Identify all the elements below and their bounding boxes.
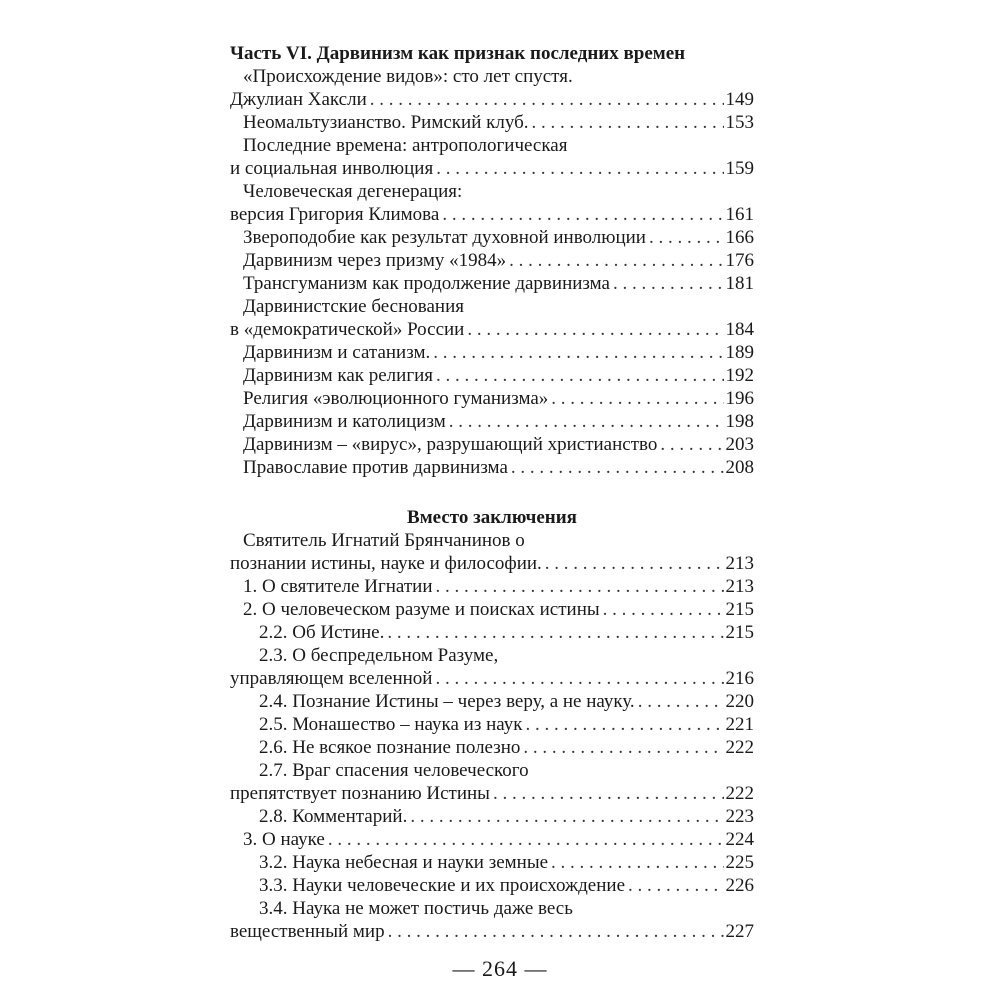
entry-page: 227 <box>725 921 754 942</box>
toc-entry <box>230 667 754 690</box>
dot-leader <box>649 226 724 249</box>
dot-leader <box>410 805 723 828</box>
entry-title: 2.4. Познание Истины – через веру, а не науку. <box>259 691 635 712</box>
dot-leader <box>493 782 724 805</box>
entry-title: 1. О святителе Игнатии <box>243 576 433 597</box>
entry-page: 189 <box>725 342 754 363</box>
dot-leader <box>525 713 723 736</box>
entry-title: Джулиан Хаксли <box>230 89 367 110</box>
toc-entry <box>230 874 754 897</box>
toc-line <box>230 134 754 157</box>
toc-entry <box>230 805 754 828</box>
entry-title: Религия «эволюционного гуманизма» <box>243 388 549 409</box>
dot-leader <box>532 111 724 134</box>
entry-title: Дарвинизм и католицизм <box>243 411 446 432</box>
entry-title: 2.3. О беспредельном Разуме, <box>259 645 499 666</box>
entry-page: 176 <box>725 250 754 271</box>
entry-title: 3.2. Наука небесная и науки земные <box>259 852 549 873</box>
table-of-contents <box>230 42 754 943</box>
entry-page: 203 <box>725 434 754 455</box>
entry-page: 222 <box>725 737 754 758</box>
dot-leader <box>523 736 723 759</box>
dot-leader <box>328 828 724 851</box>
entry-page: 161 <box>725 204 754 225</box>
dot-leader <box>449 410 724 433</box>
toc-line <box>230 644 754 667</box>
entry-title: Звероподобие как результат духовной инволюции <box>243 227 646 248</box>
entry-page: 192 <box>725 365 754 386</box>
toc-entry <box>230 226 754 249</box>
entry-page: 223 <box>725 806 754 827</box>
entry-page: 225 <box>725 852 754 873</box>
toc-entry <box>230 157 754 180</box>
entry-page: 220 <box>725 691 754 712</box>
dot-leader <box>603 598 724 621</box>
entry-page: 224 <box>725 829 754 850</box>
dot-leader <box>660 433 723 456</box>
entry-page: 208 <box>725 457 754 478</box>
entry-title: управляющем вселенной <box>230 668 433 689</box>
dot-leader <box>442 203 723 226</box>
entry-title: 2.8. Комментарий. <box>259 806 408 827</box>
toc-entry <box>230 621 754 644</box>
dot-leader <box>613 272 724 295</box>
toc-entry <box>230 920 754 943</box>
dot-leader <box>511 456 724 479</box>
entry-title: Дарвинизм – «вирус», разрушающий христианство <box>243 434 658 455</box>
toc-line <box>230 295 754 318</box>
entry-page: 216 <box>725 668 754 689</box>
dot-leader <box>435 667 723 690</box>
entry-page: 159 <box>725 158 754 179</box>
dot-leader <box>433 341 723 364</box>
conclusion-heading: Вместо заключения <box>407 507 577 528</box>
entry-page: 198 <box>725 411 754 432</box>
entry-title: Дарвинизм как религия <box>243 365 434 386</box>
dot-leader <box>638 690 724 713</box>
toc-entry <box>230 249 754 272</box>
entry-title: Человеческая дегенерация: <box>243 181 463 202</box>
entry-title: Святитель Игнатий Брянчанинов о <box>243 530 525 551</box>
dot-leader <box>467 318 723 341</box>
entry-page: 181 <box>725 273 754 294</box>
entry-page: 215 <box>725 599 754 620</box>
toc-entry <box>230 433 754 456</box>
entry-page: 221 <box>725 714 754 735</box>
toc-entry <box>230 575 754 598</box>
entry-title: Трансгуманизм как продолжение дарвинизма <box>243 273 610 294</box>
entry-page: 215 <box>725 622 754 643</box>
toc-entry <box>230 387 754 410</box>
entry-title: версия Григория Климова <box>230 204 440 225</box>
dot-leader <box>509 249 723 272</box>
toc-entry <box>230 713 754 736</box>
toc-entry <box>230 341 754 364</box>
entry-title: Дарвинистские беснования <box>243 296 465 317</box>
toc-entry <box>230 272 754 295</box>
entry-title: Дарвинизм через призму «1984» <box>243 250 507 271</box>
toc-line <box>230 180 754 203</box>
toc-entry <box>230 111 754 134</box>
toc-entry <box>230 552 754 575</box>
dot-leader <box>551 387 723 410</box>
dot-leader <box>551 851 723 874</box>
entry-title: вещественный мир <box>230 921 385 942</box>
entry-page: 149 <box>725 89 754 110</box>
toc-entry <box>230 456 754 479</box>
toc-line <box>230 529 754 552</box>
toc-entry <box>230 203 754 226</box>
part-six-heading: Часть VI. Дарвинизм как признак последних времен <box>230 43 686 64</box>
entry-title: препятствует познанию Истины <box>230 783 490 804</box>
entry-title: 2.6. Не всякое познание полезно <box>259 737 521 758</box>
entry-page: 222 <box>725 783 754 804</box>
entry-title: Неомальтузианство. Римский клуб. <box>243 112 529 133</box>
dot-leader <box>387 621 723 644</box>
page-number: — 264 — <box>452 956 548 981</box>
entry-title: 2. О человеческом разуме и поисках истины <box>243 599 600 620</box>
entry-title: познании истины, науке и философии. <box>230 553 542 574</box>
entry-title: «Происхождение видов»: сто лет спустя. <box>243 66 573 87</box>
entry-title: 3.3. Науки человеческие и их происхождение <box>259 875 626 896</box>
entry-page: 213 <box>725 576 754 597</box>
dot-leader <box>545 552 724 575</box>
toc-entry <box>230 410 754 433</box>
toc-entry <box>230 828 754 851</box>
dot-leader <box>436 157 723 180</box>
entry-title: 2.7. Враг спасения человеческого <box>259 760 529 781</box>
toc-line <box>230 759 754 782</box>
dot-leader <box>436 364 723 387</box>
entry-title: и социальная инволюция <box>230 158 434 179</box>
toc-line <box>230 897 754 920</box>
entry-title: 3. О науке <box>243 829 325 850</box>
toc-entry <box>230 88 754 111</box>
entry-title: Последние времена: антропологическая <box>243 135 568 156</box>
entry-title: в «демократической» России <box>230 319 465 340</box>
entry-page: 153 <box>725 112 754 133</box>
dot-leader <box>388 920 724 943</box>
toc-entry <box>230 736 754 759</box>
toc-entry <box>230 318 754 341</box>
entry-page: 226 <box>725 875 754 896</box>
toc-entry <box>230 782 754 805</box>
toc-entry <box>230 690 754 713</box>
entry-page: 196 <box>725 388 754 409</box>
entry-title: Дарвинизм и сатанизм. <box>243 342 431 363</box>
entry-title: 2.2. Об Истине. <box>259 622 385 643</box>
entry-page: 184 <box>725 319 754 340</box>
entry-title: 2.5. Монашество – наука из наук <box>259 714 523 735</box>
entry-page: 166 <box>725 227 754 248</box>
entry-title: 3.4. Наука не может постичь даже весь <box>259 898 573 919</box>
dot-leader <box>436 575 724 598</box>
toc-line <box>230 65 754 88</box>
entry-page: 213 <box>725 553 754 574</box>
entry-title: Православие против дарвинизма <box>243 457 508 478</box>
toc-entry <box>230 598 754 621</box>
toc-entry <box>230 851 754 874</box>
toc-entry <box>230 364 754 387</box>
dot-leader <box>628 874 723 897</box>
dot-leader <box>370 88 724 111</box>
